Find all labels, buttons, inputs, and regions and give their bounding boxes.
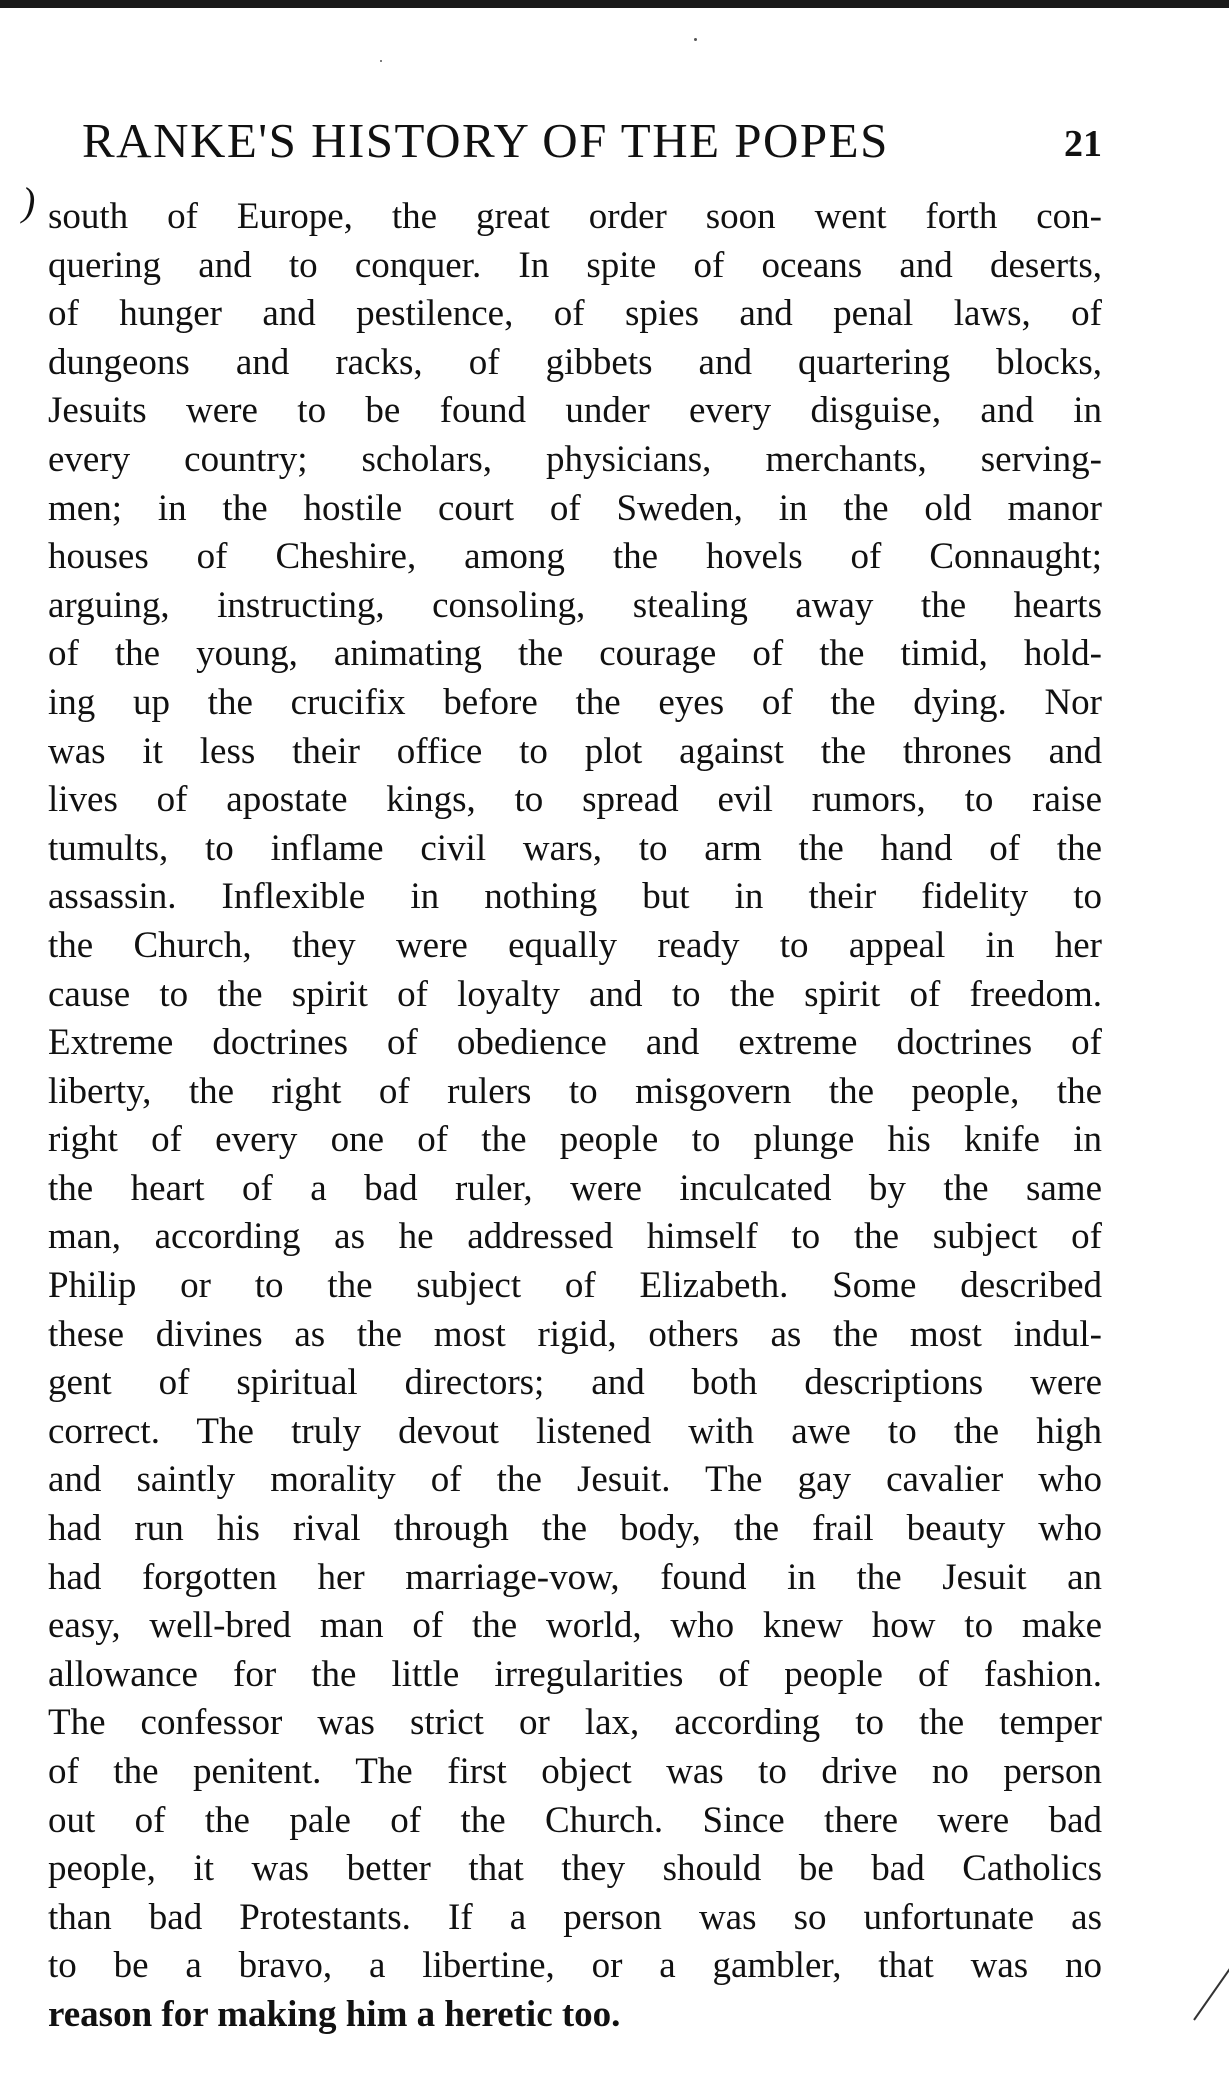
page-header xyxy=(82,112,1102,172)
text-line: houses of Cheshire, among the hovels of Connaught; xyxy=(48,536,1102,578)
text-line: was it less their office to plot against the thrones and xyxy=(48,730,1102,772)
ink-speck xyxy=(380,60,382,62)
text-line: of hunger and pestilence, of spies and penal laws, of xyxy=(48,293,1102,335)
text-line: people, it was better that they should be bad Catholics xyxy=(48,1848,1102,1890)
text-line: Extreme doctrines of obedience and extreme doctrines of xyxy=(48,1022,1102,1064)
text-line: to be a bravo, a libertine, or a gambler, that was no xyxy=(48,1945,1102,1987)
text-line: quering and to conquer. In spite of oceans and deserts, xyxy=(48,244,1102,286)
text-line: the heart of a bad ruler, were inculcated by the same xyxy=(48,1167,1102,1209)
text-line: allowance for the little irregularities of people of fashion. xyxy=(48,1653,1102,1695)
corner-pencil-mark xyxy=(1193,1938,1229,2021)
text-line: Jesuits were to be found under every disguise, and in xyxy=(48,390,1102,432)
text-line: ing up the crucifix before the eyes of the dying. Nor xyxy=(48,681,1102,723)
text-line: correct. The truly devout listened with awe to the high xyxy=(48,1410,1102,1452)
text-line: out of the pale of the Church. Since there were bad xyxy=(48,1799,1102,1841)
text-line: men; in the hostile court of Sweden, in the old manor xyxy=(48,487,1102,529)
text-line: than bad Protestants. If a person was so unfortunate as xyxy=(48,1896,1102,1938)
text-line: tumults, to inflame civil wars, to arm the hand of the xyxy=(48,827,1102,869)
body-text xyxy=(48,193,1102,2040)
page-number: 21 xyxy=(1064,123,1102,165)
text-line: of the young, animating the courage of the timid, hold- xyxy=(48,633,1102,675)
text-line: liberty, the right of rulers to misgovern the people, the xyxy=(48,1070,1102,1112)
margin-bracket-mark: ) xyxy=(22,179,36,224)
text-line: The confessor was strict or lax, according to the temper xyxy=(48,1702,1102,1744)
text-line: dungeons and racks, of gibbets and quartering blocks, xyxy=(48,341,1102,383)
text-line: every country; scholars, physicians, merchants, serving- xyxy=(48,438,1102,480)
text-line: right of every one of the people to plunge his knife in xyxy=(48,1119,1102,1161)
running-title: RANKE'S HISTORY OF THE POPES xyxy=(82,113,889,168)
text-line: these divines as the most rigid, others as the most indul- xyxy=(48,1313,1102,1355)
text-line: and saintly morality of the Jesuit. The gay cavalier who xyxy=(48,1459,1102,1501)
top-rule xyxy=(0,0,1229,8)
text-line: lives of apostate kings, to spread evil rumors, to raise xyxy=(48,779,1102,821)
ink-speck xyxy=(694,38,697,41)
text-line: Philip or to the subject of Elizabeth. Some described xyxy=(48,1265,1102,1307)
text-line-final: reason for making him a heretic too. xyxy=(48,1993,621,2035)
text-line: gent of spiritual directors; and both descriptions were xyxy=(48,1362,1102,1404)
text-line: assassin. Inflexible in nothing but in their fidelity to xyxy=(48,876,1102,918)
text-line: had forgotten her marriage-vow, found in the Jesuit an xyxy=(48,1556,1102,1598)
text-line: easy, well-bred man of the world, who knew how to make xyxy=(48,1605,1102,1647)
text-line: south of Europe, the great order soon went forth con- xyxy=(48,196,1102,237)
text-line: of the penitent. The first object was to drive no person xyxy=(48,1751,1102,1792)
text-line: the Church, they were equally ready to appeal in her xyxy=(48,924,1102,966)
text-line: arguing, instructing, consoling, stealing away the hearts xyxy=(48,584,1102,626)
text-line: man, according as he addressed himself to the subject of xyxy=(48,1216,1102,1258)
text-line: had run his rival through the body, the frail beauty who xyxy=(48,1508,1102,1550)
text-line: cause to the spirit of loyalty and to the spirit of freedom. xyxy=(48,973,1102,1015)
